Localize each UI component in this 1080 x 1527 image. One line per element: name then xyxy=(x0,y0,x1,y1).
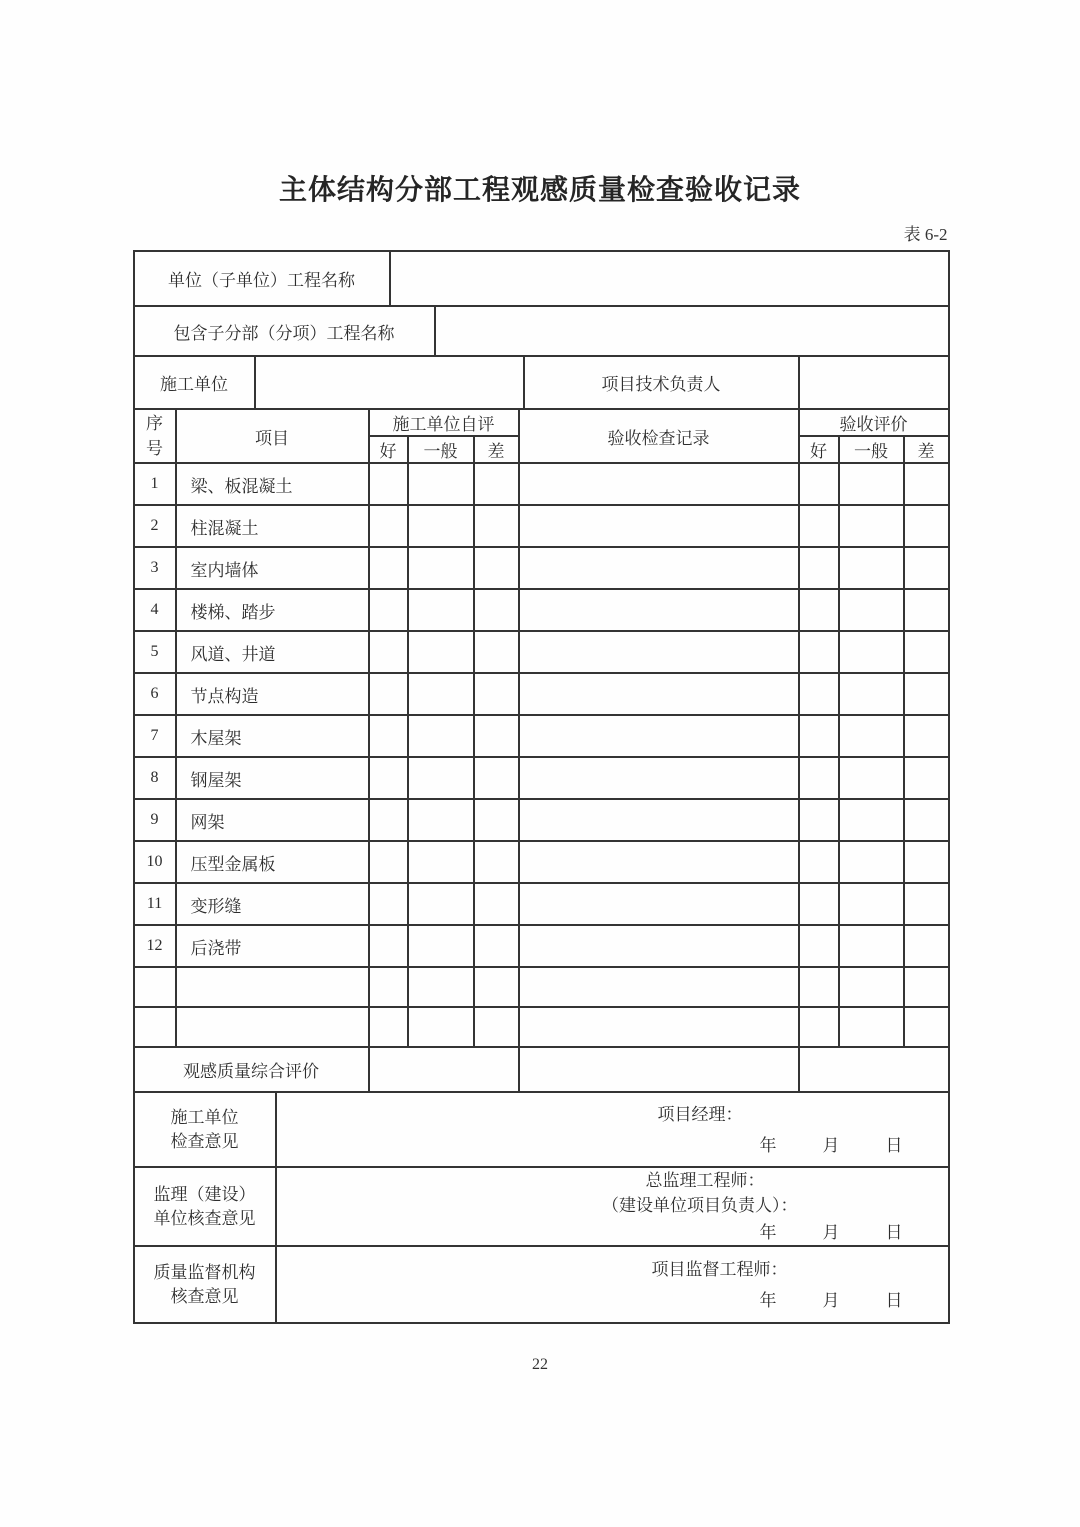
row-item: 风道、井道 xyxy=(176,631,369,673)
grade-cell xyxy=(839,463,904,505)
row-item: 柱混凝土 xyxy=(176,505,369,547)
grade-cell xyxy=(839,799,904,841)
seq-header-line1: 序 xyxy=(146,414,163,433)
record-cell xyxy=(519,505,799,547)
opinion-table xyxy=(133,1091,950,1324)
grade-cell xyxy=(839,631,904,673)
grade-cell xyxy=(369,631,408,673)
quality-supervisor-sign-label: 项目监督工程师： xyxy=(651,1259,788,1279)
row-item: 网架 xyxy=(176,799,369,841)
grade-cell xyxy=(408,841,474,883)
accept-eval-good-header: 好 xyxy=(799,436,839,463)
day-label: 日 xyxy=(885,1290,903,1310)
accept-eval-poor-header: 差 xyxy=(904,436,949,463)
supervision-opinion-label xyxy=(134,1167,276,1246)
label-line: 质量监督机构 xyxy=(153,1262,256,1282)
day-label: 日 xyxy=(885,1135,903,1155)
summary-accept-eval-cell xyxy=(799,1047,949,1092)
seq-header-line2: 号 xyxy=(146,439,163,458)
supervision-opinion-row xyxy=(134,1167,949,1246)
row-item: 压型金属板 xyxy=(176,841,369,883)
project-manager-sign-label: 项目经理： xyxy=(657,1104,743,1124)
construction-unit-row xyxy=(134,356,949,409)
grade-cell xyxy=(904,883,949,925)
day-label: 日 xyxy=(885,1223,903,1242)
sub-division-name-value xyxy=(435,306,949,356)
header-row-groups xyxy=(134,409,949,436)
grade-cell xyxy=(904,547,949,589)
self-eval-fair-header: 一般 xyxy=(408,436,474,463)
item-header: 项目 xyxy=(176,409,369,463)
grade-cell xyxy=(408,757,474,799)
seq-header xyxy=(134,409,176,463)
date-line xyxy=(714,1133,903,1158)
record-cell xyxy=(519,673,799,715)
grade-cell xyxy=(799,715,839,757)
table-row xyxy=(134,631,949,673)
table-row xyxy=(134,757,949,799)
grade-cell xyxy=(839,883,904,925)
grade-cell xyxy=(904,841,949,883)
grade-cell xyxy=(474,673,519,715)
grade-cell xyxy=(408,589,474,631)
grade-cell xyxy=(839,547,904,589)
row-number: 10 xyxy=(134,841,176,883)
grade-cell xyxy=(369,589,408,631)
month-label: 月 xyxy=(822,1223,840,1242)
grade-cell xyxy=(474,757,519,799)
month-label: 月 xyxy=(822,1290,840,1310)
year-label: 年 xyxy=(759,1223,777,1242)
record-cell xyxy=(519,799,799,841)
summary-record-cell xyxy=(519,1047,799,1092)
grade-cell xyxy=(408,463,474,505)
grade-cell xyxy=(408,631,474,673)
self-eval-good-header: 好 xyxy=(369,436,408,463)
row-item xyxy=(176,967,369,1007)
grade-cell xyxy=(904,799,949,841)
page-number: 22 xyxy=(532,1356,548,1373)
tech-director-label: 项目技术负责人 xyxy=(524,356,799,409)
sub-division-name-label: 包含子分部（分项）工程名称 xyxy=(134,306,435,356)
row-number: 7 xyxy=(134,715,176,757)
construction-unit-label: 施工单位 xyxy=(134,356,255,409)
row-number: 9 xyxy=(134,799,176,841)
grade-cell xyxy=(799,967,839,1007)
grade-cell xyxy=(474,547,519,589)
grade-cell xyxy=(408,547,474,589)
record-cell xyxy=(519,547,799,589)
row-number: 1 xyxy=(134,463,176,505)
grade-cell xyxy=(839,1007,904,1047)
summary-self-eval-cell xyxy=(369,1047,519,1092)
row-item: 室内墙体 xyxy=(176,547,369,589)
row-number: 4 xyxy=(134,589,176,631)
grade-cell xyxy=(369,799,408,841)
grade-cell xyxy=(369,1007,408,1047)
label-line: 单位核查意见 xyxy=(153,1208,256,1228)
grade-cell xyxy=(839,925,904,967)
row-item: 后浇带 xyxy=(176,925,369,967)
label-line: 监理（建设） xyxy=(153,1184,256,1204)
grade-cell xyxy=(369,925,408,967)
accept-eval-fair-header: 一般 xyxy=(839,436,904,463)
grade-cell xyxy=(904,589,949,631)
record-cell xyxy=(519,757,799,799)
grade-cell xyxy=(408,883,474,925)
construction-opinion-label xyxy=(134,1092,276,1167)
table-row xyxy=(134,673,949,715)
tech-director-value xyxy=(799,356,949,409)
grade-cell xyxy=(408,715,474,757)
document-title: 主体结构分部工程观感质量检查验收记录 xyxy=(278,175,801,206)
label-line: 施工单位 xyxy=(170,1107,239,1127)
row-item: 楼梯、踏步 xyxy=(176,589,369,631)
grade-cell xyxy=(799,463,839,505)
grade-cell xyxy=(408,505,474,547)
row-item xyxy=(176,1007,369,1047)
row-number: 6 xyxy=(134,673,176,715)
table-row xyxy=(134,547,949,589)
grade-cell xyxy=(474,967,519,1007)
record-header: 验收检查记录 xyxy=(519,409,799,463)
row-item: 木屋架 xyxy=(176,715,369,757)
label-line: 检查意见 xyxy=(170,1131,239,1151)
row-number: 2 xyxy=(134,505,176,547)
table-row xyxy=(134,715,949,757)
info-table xyxy=(133,250,950,410)
row-number: 5 xyxy=(134,631,176,673)
row-number: 3 xyxy=(134,547,176,589)
grade-cell xyxy=(474,505,519,547)
grade-cell xyxy=(369,673,408,715)
grade-cell xyxy=(369,463,408,505)
main-inspection-table xyxy=(133,408,950,1093)
record-cell xyxy=(519,883,799,925)
summary-row xyxy=(134,1047,949,1092)
quality-opinion-content xyxy=(276,1246,949,1323)
table-row xyxy=(134,589,949,631)
record-cell xyxy=(519,925,799,967)
table-row xyxy=(134,463,949,505)
table-row xyxy=(134,505,949,547)
grade-cell xyxy=(839,715,904,757)
row-item: 梁、板混凝土 xyxy=(176,463,369,505)
grade-cell xyxy=(369,715,408,757)
year-label: 年 xyxy=(759,1135,777,1155)
grade-cell xyxy=(799,589,839,631)
table-row xyxy=(134,883,949,925)
row-item: 钢屋架 xyxy=(176,757,369,799)
grade-cell xyxy=(799,1007,839,1047)
sub-division-row xyxy=(134,306,949,356)
grade-cell xyxy=(799,883,839,925)
date-line xyxy=(714,1220,903,1245)
table-row xyxy=(134,925,949,967)
table-row-empty xyxy=(134,967,949,1007)
grade-cell xyxy=(799,799,839,841)
row-item: 节点构造 xyxy=(176,673,369,715)
grade-cell xyxy=(839,673,904,715)
grade-cell xyxy=(904,505,949,547)
grade-cell xyxy=(369,883,408,925)
grade-cell xyxy=(799,673,839,715)
row-number: 11 xyxy=(134,883,176,925)
grade-cell xyxy=(839,967,904,1007)
unit-project-row xyxy=(134,251,949,306)
grade-cell xyxy=(799,925,839,967)
grade-cell xyxy=(839,841,904,883)
grade-cell xyxy=(904,1007,949,1047)
chief-supervisor-sign-label: 总监理工程师： xyxy=(645,1171,765,1190)
accept-eval-group-header: 验收评价 xyxy=(799,409,949,436)
unit-project-name-label: 单位（子单位）工程名称 xyxy=(134,251,390,306)
inspection-form xyxy=(133,250,948,1324)
grade-cell xyxy=(799,505,839,547)
grade-cell xyxy=(799,757,839,799)
record-cell xyxy=(519,1007,799,1047)
grade-cell xyxy=(474,631,519,673)
grade-cell xyxy=(474,841,519,883)
row-item: 变形缝 xyxy=(176,883,369,925)
row-number: 8 xyxy=(134,757,176,799)
grade-cell xyxy=(474,589,519,631)
table-row xyxy=(134,799,949,841)
self-eval-group-header: 施工单位自评 xyxy=(369,409,519,436)
grade-cell xyxy=(408,925,474,967)
summary-label: 观感质量综合评价 xyxy=(134,1047,369,1092)
row-number: 12 xyxy=(134,925,176,967)
grade-cell xyxy=(904,925,949,967)
grade-cell xyxy=(839,505,904,547)
grade-cell xyxy=(904,715,949,757)
grade-cell xyxy=(799,631,839,673)
owner-representative-sign-label: （建设单位项目负责人）： xyxy=(602,1196,798,1215)
grade-cell xyxy=(474,715,519,757)
grade-cell xyxy=(904,631,949,673)
construction-unit-value xyxy=(255,356,524,409)
grade-cell xyxy=(799,547,839,589)
record-cell xyxy=(519,589,799,631)
record-cell xyxy=(519,841,799,883)
quality-opinion-row xyxy=(134,1246,949,1323)
row-number xyxy=(134,1007,176,1047)
grade-cell xyxy=(474,463,519,505)
grade-cell xyxy=(369,841,408,883)
row-number xyxy=(134,967,176,1007)
grade-cell xyxy=(369,547,408,589)
grade-cell xyxy=(408,1007,474,1047)
grade-cell xyxy=(799,841,839,883)
grade-cell xyxy=(839,757,904,799)
grade-cell xyxy=(408,967,474,1007)
record-cell xyxy=(519,967,799,1007)
month-label: 月 xyxy=(822,1135,840,1155)
record-cell xyxy=(519,715,799,757)
grade-cell xyxy=(839,589,904,631)
record-cell xyxy=(519,631,799,673)
grade-cell xyxy=(369,757,408,799)
grade-cell xyxy=(904,463,949,505)
label-line: 核查意见 xyxy=(170,1286,239,1306)
year-label: 年 xyxy=(759,1290,777,1310)
grade-cell xyxy=(408,799,474,841)
grade-cell xyxy=(474,925,519,967)
grade-cell xyxy=(474,883,519,925)
grade-cell xyxy=(408,673,474,715)
construction-opinion-content xyxy=(276,1092,949,1167)
table-number-label: 表 6-2 xyxy=(903,225,948,244)
quality-opinion-label xyxy=(134,1246,276,1323)
table-row-empty xyxy=(134,1007,949,1047)
record-cell xyxy=(519,463,799,505)
construction-opinion-row xyxy=(134,1092,949,1167)
grade-cell xyxy=(904,757,949,799)
grade-cell xyxy=(904,967,949,1007)
grade-cell xyxy=(474,1007,519,1047)
grade-cell xyxy=(369,505,408,547)
supervision-opinion-content xyxy=(276,1167,949,1246)
grade-cell xyxy=(474,799,519,841)
self-eval-poor-header: 差 xyxy=(474,436,519,463)
unit-project-name-value xyxy=(390,251,949,306)
date-line xyxy=(714,1288,903,1313)
grade-cell xyxy=(904,673,949,715)
grade-cell xyxy=(369,967,408,1007)
table-row xyxy=(134,841,949,883)
